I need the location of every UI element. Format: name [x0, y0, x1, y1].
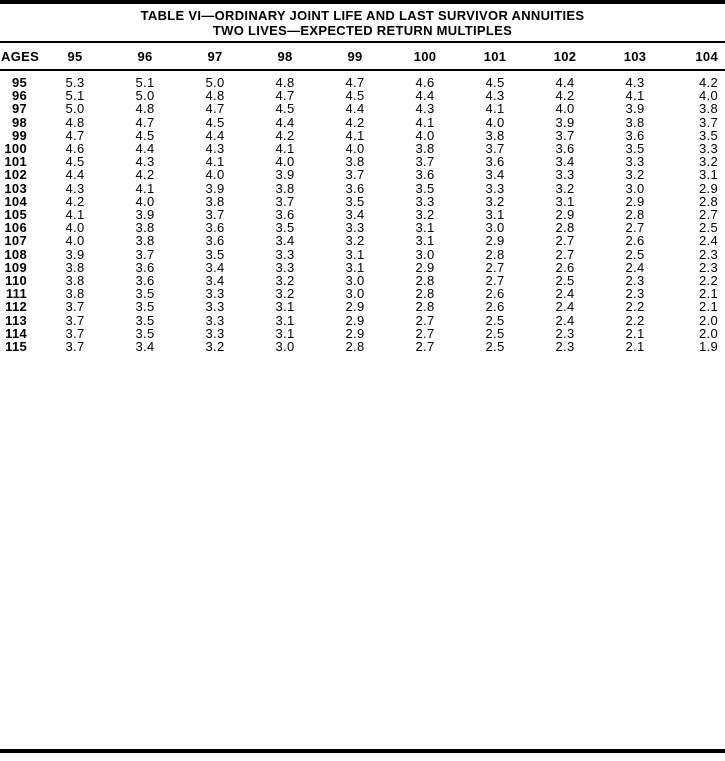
value-cell: 4.0 [555, 101, 575, 117]
value-cell: 3.7 [275, 193, 295, 209]
value-cell: 2.3 [625, 286, 645, 302]
value-cell: 3.0 [345, 273, 365, 289]
value-cell: 2.7 [555, 233, 575, 249]
value-cell: 2.7 [699, 207, 718, 223]
value-cell: 4.8 [65, 114, 85, 130]
value-cell: 3.4 [205, 259, 225, 275]
value-cell: 2.4 [625, 259, 645, 275]
value-cell: 3.6 [625, 127, 645, 143]
value-cell: 3.8 [415, 141, 435, 157]
value-cell: 3.7 [65, 299, 85, 315]
value-cell: 3.1 [275, 325, 295, 341]
value-cell: 3.2 [415, 207, 435, 223]
value-cell: 3.9 [555, 114, 575, 130]
value-cell: 3.8 [65, 259, 85, 275]
value-cell: 3.3 [625, 154, 645, 170]
table-row [0, 340, 725, 353]
value-cell: 3.8 [135, 220, 155, 236]
value-cell: 3.7 [345, 167, 365, 183]
value-cell: 4.0 [485, 114, 505, 130]
value-cell: 2.5 [699, 220, 718, 236]
value-cell: 2.2 [625, 299, 645, 315]
value-cell: 3.4 [555, 154, 575, 170]
value-cell: 3.8 [485, 127, 505, 143]
value-cell: 4.7 [65, 127, 85, 143]
value-cell: 2.6 [625, 233, 645, 249]
table-row [0, 182, 725, 195]
value-cell: 4.4 [415, 88, 435, 104]
value-cell: 3.9 [625, 101, 645, 117]
value-cell: 2.9 [345, 299, 365, 315]
value-cell: 3.4 [345, 207, 365, 223]
value-cell: 4.3 [625, 75, 645, 90]
value-cell: 4.5 [65, 154, 85, 170]
value-cell: 5.0 [135, 88, 155, 104]
value-cell: 3.0 [345, 286, 365, 302]
value-cell: 4.1 [485, 101, 505, 117]
value-cell: 3.5 [699, 127, 718, 143]
value-cell: 3.3 [205, 299, 225, 315]
column-header: 103 [600, 42, 670, 70]
value-cell: 3.1 [415, 233, 435, 249]
column-header: 95 [40, 42, 110, 70]
value-cell: 3.3 [345, 220, 365, 236]
value-cell: 3.2 [205, 339, 225, 355]
age-cell: 95 [11, 75, 27, 90]
table-row [0, 102, 725, 115]
age-cell: 96 [11, 88, 27, 104]
column-header: 104 [670, 42, 725, 70]
value-cell: 4.2 [699, 75, 718, 90]
value-cell: 4.1 [275, 141, 295, 157]
value-cell: 3.9 [135, 207, 155, 223]
value-cell: 4.7 [135, 114, 155, 130]
value-cell: 3.7 [699, 114, 718, 130]
value-cell: 2.6 [485, 299, 505, 315]
value-cell: 3.2 [485, 193, 505, 209]
age-cell: 112 [5, 299, 27, 315]
value-cell: 3.1 [555, 193, 575, 209]
value-cell: 2.7 [485, 259, 505, 275]
age-cell: 110 [5, 273, 27, 289]
value-cell: 4.2 [135, 167, 155, 183]
value-cell: 3.1 [485, 207, 505, 223]
value-cell: 4.3 [205, 141, 225, 157]
value-cell: 3.8 [65, 273, 85, 289]
value-cell: 2.4 [555, 286, 575, 302]
value-cell: 2.8 [415, 286, 435, 302]
value-cell: 4.3 [65, 180, 85, 196]
value-cell: 3.6 [135, 273, 155, 289]
value-cell: 2.5 [555, 273, 575, 289]
value-cell: 4.8 [135, 101, 155, 117]
age-cell: 107 [4, 233, 27, 249]
value-cell: 4.0 [415, 127, 435, 143]
value-cell: 2.8 [345, 339, 365, 355]
value-cell: 2.6 [485, 286, 505, 302]
value-cell: 4.5 [205, 114, 225, 130]
table-row [0, 248, 725, 261]
column-header: 102 [530, 42, 600, 70]
value-cell: 3.2 [275, 273, 295, 289]
value-cell: 2.8 [699, 193, 718, 209]
value-cell: 4.0 [275, 154, 295, 170]
value-cell: 3.2 [345, 233, 365, 249]
age-cell: 102 [4, 167, 27, 183]
table-row [0, 70, 725, 89]
age-cell: 106 [4, 220, 27, 236]
value-cell: 2.3 [699, 259, 718, 275]
value-cell: 2.9 [625, 193, 645, 209]
value-cell: 3.8 [345, 154, 365, 170]
value-cell: 3.3 [205, 325, 225, 341]
value-cell: 2.8 [415, 299, 435, 315]
column-header: 99 [320, 42, 390, 70]
value-cell: 2.1 [699, 299, 718, 315]
value-cell: 3.5 [275, 220, 295, 236]
value-cell: 3.6 [485, 154, 505, 170]
age-cell: 105 [4, 207, 27, 223]
value-cell: 2.4 [555, 312, 575, 328]
value-cell: 3.6 [205, 233, 225, 249]
value-cell: 5.0 [205, 75, 225, 90]
value-cell: 4.8 [275, 75, 295, 90]
value-cell: 1.9 [699, 339, 718, 355]
value-cell: 3.5 [135, 325, 155, 341]
table-row [0, 168, 725, 181]
value-cell: 3.7 [135, 246, 155, 262]
value-cell: 3.6 [555, 141, 575, 157]
value-cell: 4.1 [65, 207, 85, 223]
value-cell: 2.4 [699, 233, 718, 249]
value-cell: 4.7 [205, 101, 225, 117]
column-header: 100 [390, 42, 460, 70]
table-row [0, 234, 725, 247]
value-cell: 4.4 [65, 167, 85, 183]
value-cell: 3.5 [345, 193, 365, 209]
value-cell: 4.5 [275, 101, 295, 117]
value-cell: 4.1 [415, 114, 435, 130]
value-cell: 4.4 [205, 127, 225, 143]
age-cell: 100 [4, 141, 27, 157]
value-cell: 4.1 [625, 88, 645, 104]
value-cell: 3.8 [135, 233, 155, 249]
value-cell: 2.1 [699, 286, 718, 302]
bottom-rule [0, 749, 725, 753]
age-cell: 99 [11, 127, 27, 143]
age-cell: 114 [5, 325, 27, 341]
value-cell: 3.2 [699, 154, 718, 170]
value-cell: 4.6 [65, 141, 85, 157]
value-cell: 2.7 [625, 220, 645, 236]
value-cell: 2.3 [699, 246, 718, 262]
value-cell: 4.0 [65, 220, 85, 236]
value-cell: 5.1 [65, 88, 85, 104]
value-cell: 3.3 [275, 259, 295, 275]
value-cell: 3.9 [275, 167, 295, 183]
table-title-line2: TWO LIVES—EXPECTED RETURN MULTIPLES [212, 22, 513, 38]
value-cell: 3.7 [65, 339, 85, 355]
value-cell: 4.2 [555, 88, 575, 104]
top-rule [0, 0, 725, 4]
value-cell: 3.6 [275, 207, 295, 223]
value-cell: 4.3 [485, 88, 505, 104]
value-cell: 3.4 [485, 167, 505, 183]
value-cell: 4.0 [699, 88, 718, 104]
value-cell: 3.3 [485, 180, 505, 196]
age-cell: 115 [5, 339, 27, 355]
value-cell: 2.2 [625, 312, 645, 328]
value-cell: 3.8 [699, 101, 718, 117]
value-cell: 3.6 [205, 220, 225, 236]
value-cell: 2.5 [485, 325, 505, 341]
value-cell: 3.1 [345, 246, 365, 262]
value-cell: 3.5 [135, 286, 155, 302]
value-cell: 5.1 [135, 75, 155, 90]
value-cell: 4.7 [275, 88, 295, 104]
value-cell: 3.9 [205, 180, 225, 196]
value-cell: 2.4 [555, 299, 575, 315]
value-cell: 4.2 [275, 127, 295, 143]
value-cell: 3.7 [205, 207, 225, 223]
value-cell: 4.0 [135, 193, 155, 209]
value-cell: 3.7 [65, 325, 85, 341]
value-cell: 3.6 [415, 167, 435, 183]
value-cell: 2.0 [699, 325, 718, 341]
value-cell: 4.6 [415, 75, 435, 90]
value-cell: 3.0 [275, 339, 295, 355]
value-cell: 2.5 [625, 246, 645, 262]
value-cell: 4.3 [415, 101, 435, 117]
column-header: 97 [180, 42, 250, 70]
value-cell: 3.7 [485, 141, 505, 157]
value-cell: 3.0 [415, 246, 435, 262]
value-cell: 3.2 [625, 167, 645, 183]
value-cell: 2.8 [625, 207, 645, 223]
value-cell: 3.1 [415, 220, 435, 236]
value-cell: 3.3 [699, 141, 718, 157]
value-cell: 2.1 [625, 325, 645, 341]
table-row [0, 116, 725, 129]
expected-return-multiples-table [0, 41, 725, 353]
value-cell: 4.4 [555, 75, 575, 90]
value-cell: 2.8 [485, 246, 505, 262]
value-cell: 3.8 [625, 114, 645, 130]
value-cell: 3.8 [275, 180, 295, 196]
value-cell: 3.3 [415, 193, 435, 209]
age-cell: 103 [4, 180, 27, 196]
value-cell: 4.3 [135, 154, 155, 170]
value-cell: 5.0 [65, 101, 85, 117]
value-cell: 4.0 [65, 233, 85, 249]
value-cell: 2.9 [699, 180, 718, 196]
value-cell: 2.7 [415, 339, 435, 355]
value-cell: 3.0 [485, 220, 505, 236]
value-cell: 3.0 [625, 180, 645, 196]
value-cell: 3.9 [65, 246, 85, 262]
value-cell: 2.6 [555, 259, 575, 275]
table-title-line1: TABLE VI—ORDINARY JOINT LIFE AND LAST SURVIVOR ANNUITIES [140, 8, 585, 23]
value-cell: 3.8 [205, 193, 225, 209]
value-cell: 2.5 [485, 339, 505, 355]
value-cell: 3.1 [345, 259, 365, 275]
value-cell: 3.3 [205, 286, 225, 302]
value-cell: 3.5 [625, 141, 645, 157]
column-header: 101 [460, 42, 530, 70]
value-cell: 2.3 [625, 273, 645, 289]
value-cell: 2.9 [345, 312, 365, 328]
value-cell: 2.7 [555, 246, 575, 262]
value-cell: 2.8 [415, 273, 435, 289]
value-cell: 3.5 [135, 299, 155, 315]
value-cell: 3.3 [555, 167, 575, 183]
value-cell: 3.7 [65, 312, 85, 328]
value-cell: 3.1 [275, 299, 295, 315]
table-header-row [0, 42, 725, 70]
value-cell: 3.7 [415, 154, 435, 170]
value-cell: 4.5 [345, 88, 365, 104]
value-cell: 2.5 [485, 312, 505, 328]
value-cell: 2.7 [485, 273, 505, 289]
value-cell: 2.7 [415, 312, 435, 328]
value-cell: 2.7 [415, 325, 435, 341]
value-cell: 3.3 [275, 246, 295, 262]
value-cell: 4.4 [135, 141, 155, 157]
value-cell: 4.1 [135, 180, 155, 196]
value-cell: 2.3 [555, 339, 575, 355]
value-cell: 4.8 [205, 88, 225, 104]
value-cell: 3.1 [699, 167, 718, 183]
value-cell: 4.7 [345, 75, 365, 90]
value-cell: 3.8 [65, 286, 85, 302]
value-cell: 2.8 [555, 220, 575, 236]
value-cell: 4.1 [345, 127, 365, 143]
value-cell: 3.5 [135, 312, 155, 328]
value-cell: 4.5 [485, 75, 505, 90]
age-cell: 108 [4, 246, 27, 262]
age-cell: 104 [4, 193, 27, 209]
value-cell: 2.0 [699, 312, 718, 328]
value-cell: 3.1 [275, 312, 295, 328]
value-cell: 3.6 [135, 259, 155, 275]
value-cell: 4.0 [345, 141, 365, 157]
value-cell: 3.5 [205, 246, 225, 262]
column-header: 96 [110, 42, 180, 70]
value-cell: 4.1 [205, 154, 225, 170]
value-cell: 3.4 [275, 233, 295, 249]
age-cell: 111 [5, 286, 27, 302]
age-cell: 101 [4, 154, 27, 170]
table-row [0, 314, 725, 327]
value-cell: 2.9 [555, 207, 575, 223]
value-cell: 3.4 [205, 273, 225, 289]
value-cell: 5.3 [65, 75, 85, 90]
value-cell: 3.2 [275, 286, 295, 302]
value-cell: 4.2 [65, 193, 85, 209]
value-cell: 3.6 [345, 180, 365, 196]
table-title [0, 9, 725, 38]
value-cell: 4.2 [345, 114, 365, 130]
value-cell: 2.1 [625, 339, 645, 355]
value-cell: 4.4 [275, 114, 295, 130]
ages-column-header: AGES [0, 42, 40, 70]
value-cell: 4.4 [345, 101, 365, 117]
value-cell: 3.3 [205, 312, 225, 328]
age-cell: 98 [11, 114, 27, 130]
value-cell: 3.2 [555, 180, 575, 196]
age-cell: 109 [4, 259, 27, 275]
age-cell: 113 [5, 312, 27, 328]
value-cell: 4.0 [205, 167, 225, 183]
value-cell: 2.9 [345, 325, 365, 341]
value-cell: 3.5 [415, 180, 435, 196]
value-cell: 3.4 [135, 339, 155, 355]
value-cell: 2.9 [415, 259, 435, 275]
value-cell: 3.7 [555, 127, 575, 143]
table-row [0, 300, 725, 313]
column-header: 98 [250, 42, 320, 70]
value-cell: 4.5 [135, 127, 155, 143]
age-cell: 97 [11, 101, 27, 117]
value-cell: 2.9 [485, 233, 505, 249]
value-cell: 2.3 [555, 325, 575, 341]
value-cell: 2.2 [699, 273, 718, 289]
